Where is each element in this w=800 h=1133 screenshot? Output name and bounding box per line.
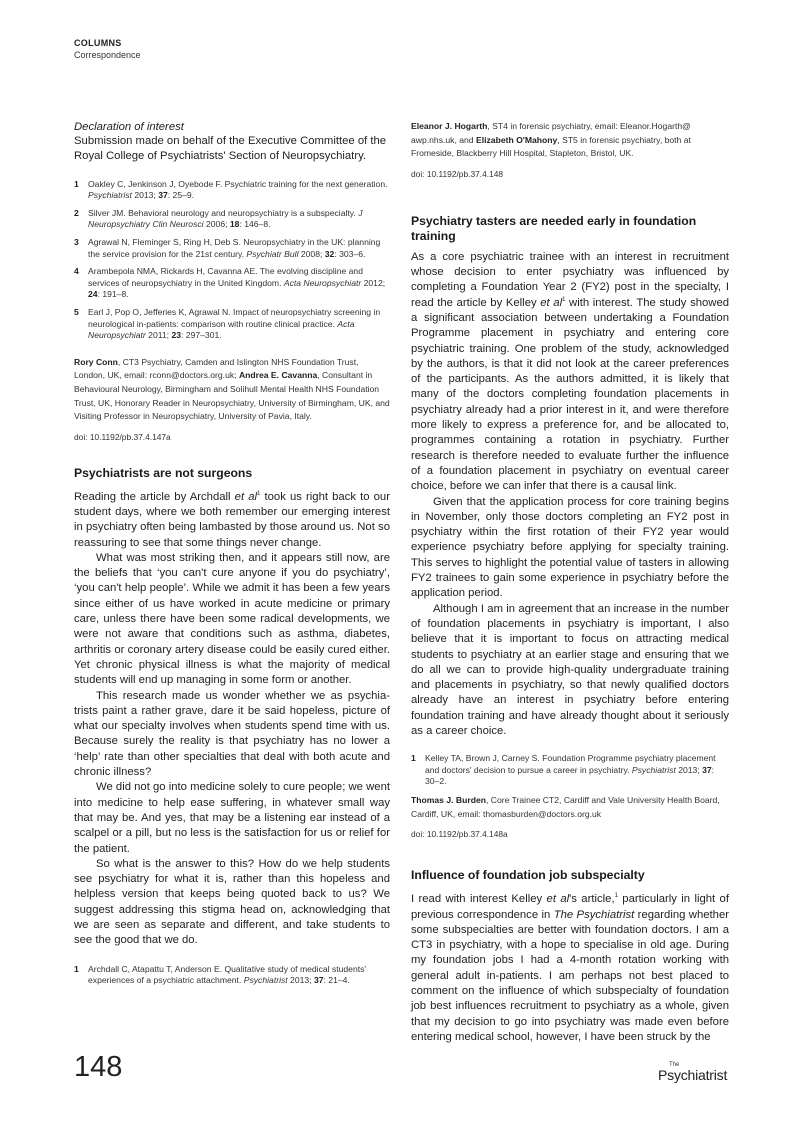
declaration-heading: Declaration of interest <box>74 121 184 133</box>
reference-item: 1 Archdall C, Atapattu T, Anderson E. Qualitative study of medical students' experiences of a psychiatric attachment. Psychiatrist 2013; 37: 21–4. <box>74 963 367 986</box>
doi-link[interactable]: doi: 10.1192/pb.37.4.148a <box>411 829 508 840</box>
author-affiliations: Thomas J. Burden, Core Trainee CT2, Cardiff and Vale University Health Board, Cardiff, UK, email: thomasburden@doctors.org.uk <box>411 795 720 819</box>
article-title: Psychiatrists are not surgeons <box>74 465 253 480</box>
logo-the: The <box>669 1062 680 1068</box>
reference-item: 4 Arambepola NMA, Rickards H, Cavanna AE. The evolving discipline and services of neuropsychiatry in the United Kingdom. Acta Neuropsychiatr 2012; 24: 191–8. <box>74 266 386 300</box>
article-paragraph: I read with interest Kelley et al's article,$^1$ particularly in light of previous correspondence in The Psychiatrist regarding whether some subspecialties are better with foundation doctors. I am a CT3 in psychiatry, with a hope to specialise in old age. During my foundation jobs I had a 4-month rotation working with general adult in-patients. I am perhaps not best placed to comment on the influence of which subspecialty of foundation job best influences recruitment to psychiatry as a whole, given that my decision to go into psychiatry was made even before entering medical school, however, I have been struck by the <box>411 893 729 1043</box>
author-affiliations: Rory Conn, CT3 Psychiatry, Camden and Islington NHS Foundation Trust, London, UK, email: rconn@doctors.org.uk; Andrea E. Cavanna, Consultant in Behavioural Neurology, Birmingham and Solihull Mental Health NHS Foundation Trust, UK, Honorary Reader in Neuropsychiatry, University of Birmingham, UK, and Visiting Professor in Neuropsychiatry, University of Pavia, Italy. <box>74 356 390 422</box>
left-column <box>74 120 390 993</box>
declaration-text: Submission made on behalf of the Executive Committee of the Royal College of Psychiatrists' Section of Neuropsychiatry. <box>74 135 387 163</box>
article-title: Psychiatry tasters are needed early in foundation training <box>411 213 697 243</box>
article-paragraph: So what is the answer to this? How do we help students see psychiatry for what it is, rather than this hopeless and helpless version that keeps being quoted back to us? We suggest addressing this stigma head on, acknowledging that we are seen as separate and different, and take students to see the good that we do. <box>74 857 390 947</box>
page-number: 148 <box>74 1051 123 1083</box>
article-title: Influence of foundation job subspecialty <box>411 868 645 883</box>
article-paragraph: Reading the article by Archdall et $al^1$ took us right back to our student days, where we both remember our emerging interest in psychiatry often being lambasted by those around us. Not so reassuring to see that some things never change. <box>74 490 390 549</box>
section-label: COLUMNS <box>74 38 122 48</box>
article-paragraph: Although I am in agreement that an increase in the number of foundation placements in psychiatry is important, I also believe that it is important to focus on attracting medical students to psychiatry at an earlier stage and ensuring that we do all we can to provide high-quality undergraduate training and placements in psychiatry, so that newly qualified doctors already have an interest in psychiatry before entering foundation training and have already thought about it seriously as a career choice. <box>411 602 729 737</box>
reference-item: 3 Agrawal N, Fleminger S, Ring H, Deb S. Neuropsychiatry in the UK: planning the service provision for the 21st century. Psychiatr Bull 2008; 32: 303–6. <box>74 236 381 259</box>
doi-link[interactable]: doi: 10.1192/pb.37.4.148 <box>411 168 504 179</box>
reference-item: 1 Oakley C, Jenkinson J, Oyebode F. Psychiatric training for the next generation. Psychiatrist 2013; 37: 25–9. <box>74 178 388 201</box>
right-column <box>411 120 729 1045</box>
article-paragraph: Given that the application process for core training begins in November, only those doctors completing an FY2 post in psychiatry within the first rotation of their FY2 year would experience psychiatry before applying for specialty training. This serves to highlight the potential value of tasters in allowing FY2 trainees to gain some experience in psychiatry before the application period. <box>411 495 729 600</box>
author-affiliations: Eleanor J. Hogarth, ST4 in forensic psychiatry, email: Eleanor.Hogarth@ awp.nhs.uk, and Elizabeth O'Mahony, ST5 in forensic psychiatry, both at Fromeside, Blackberry Hill Hospital, Stapleton, Bristol, UK. <box>411 121 691 159</box>
reference-list <box>411 753 729 788</box>
doi-link[interactable]: doi: 10.1192/pb.37.4.147a <box>74 431 171 442</box>
subsection-label: Correspondence <box>74 50 141 60</box>
article-paragraph: We did not go into medicine solely to cure people; we went into medicine to help ease suffering, in whatever small way that may be. And yes, that may be a listening ear instead of a scalpel or a pill, but no less is the satisfaction for us or relief for the patient. <box>74 781 390 855</box>
article-paragraph: This research made us wonder whether we as psychia-trists paint a rather grave, dare it be said hopeless, picture of what our specialty involves when students spend time with us. Because surely the reality is that psychiatry has no lower a ‘help’ rate than other specialties that deal with both acute and chronic illness? <box>74 689 390 779</box>
reference-list <box>74 964 390 987</box>
running-header <box>74 38 141 62</box>
reference-item: 2 Silver JM. Behavioral neurology and neuropsychiatry is a subspecialty. J Neuropsychiatry Clin Neurosci 2006; 18: 146–8. <box>74 207 363 230</box>
article-paragraph: What was most striking then, and it appears still now, are the beliefs that ‘you can't cure anyone if you do psychiatry’, ‘you can't help people’. While we admit it has been a few years since either of us have worked in acute medicine or primary care, unless there have been some radical developments, we were not aware that conditions such as asthma, diabetes, arthritis or coronary artery disease could be easily cured either. Yet chronic physical illness is what the majority of medical students will end up managing in some form or another. <box>74 551 390 687</box>
reference-list <box>74 179 390 342</box>
journal-logo <box>658 1062 730 1086</box>
reference-item: 5 Earl J, Pop O, Jefferies K, Agrawal N. Impact of neuropsychiatry screening in neurological in-patients: comparison with routine clinical practice. Acta Neuropsychiatr 2011; 23: 297–301. <box>74 306 381 341</box>
article-paragraph: As a core psychiatric trainee with an interest in recruitment whose decision to enter psychiatry was influenced by completing a Foundation Year 2 (FY2) post in the specialty, I read the article by Kelley et $al^1$ with interest. The study showed a significant association between undertaking a Foundation Programme placement in psychiatry and entering core psychiatric training. One problem of the study, acknowledged by the authors, is that it did not look at the career preferences of the participants. As the authors admitted, it is likely that many of the doctors completing foundation placements in psychiatry already had a prior interest in it, and were therefore more likely to express a preference for, and be allocated to, programmes containing a rotation in psychiatry. Further research is therefore needed to evaluate further the influence of a foundation placement in psychiatry on eventual career choice, before we can infer that there is a causal link. <box>411 250 730 493</box>
logo-name: Psychiatrist <box>658 1067 728 1083</box>
reference-item: 1 Kelley TA, Brown J, Carney S. Foundation Programme psychiatry placement and doctors' decision to pursue a career in psychiatry. Psychiatrist 2013; 37: 30–2. <box>411 753 716 787</box>
